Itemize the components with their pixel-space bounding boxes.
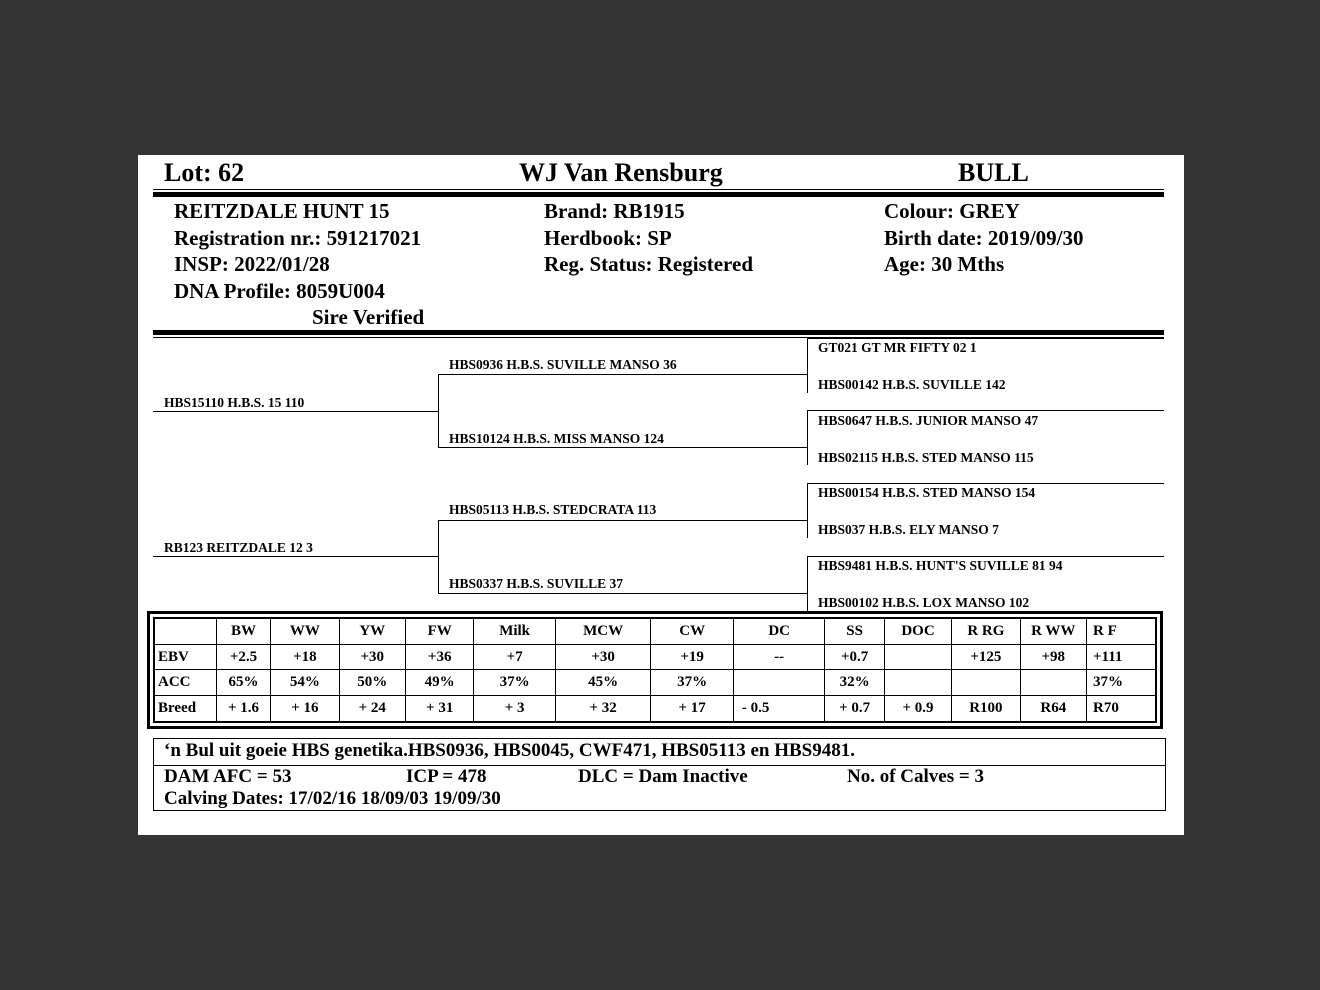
- owner-name: WJ Van Rensburg: [519, 158, 723, 187]
- animal-name: REITZDALE HUNT 15: [174, 199, 390, 223]
- pedigree-bracket: [438, 520, 439, 593]
- colour: Colour: GREY: [884, 199, 1020, 223]
- ebv-cell: +36: [405, 644, 473, 670]
- pedigree-sire-dam: HBS10124 H.B.S. MISS MANSO 124: [449, 431, 664, 446]
- info-rule-thick: [153, 330, 1164, 335]
- pedigree-line: [153, 556, 438, 557]
- ebv-row-label: EBV: [155, 644, 216, 670]
- ebv-column-header: SS: [825, 619, 884, 644]
- header-rule-thin: [153, 189, 1164, 190]
- ebv-column-header: R WW: [1020, 619, 1086, 644]
- pedigree-great-grandparent: HBS0647 H.B.S. JUNIOR MANSO 47: [818, 413, 1039, 428]
- breed-cell: + 0.9: [884, 696, 951, 721]
- acc-cell: [1020, 670, 1086, 696]
- ebv-cell: +98: [1020, 644, 1086, 670]
- pedigree-line: [153, 411, 438, 412]
- acc-cell: 49%: [405, 670, 473, 696]
- lot-number: Lot: 62: [164, 158, 245, 187]
- acc-row-label: ACC: [155, 670, 216, 696]
- pedigree-dam-dam: HBS0337 H.B.S. SUVILLE 37: [449, 576, 624, 591]
- dam-afc: DAM AFC = 53: [164, 766, 292, 787]
- registration-number: Registration nr.: 591217021: [174, 225, 422, 250]
- ebv-column-header: [155, 619, 216, 644]
- ebv-cell: +19: [651, 644, 733, 670]
- ebv-column-header: DOC: [884, 619, 951, 644]
- acc-cell: 54%: [271, 670, 339, 696]
- pedigree-dam-sire: HBS05113 H.B.S. STEDCRATA 113: [449, 502, 657, 517]
- ebv-column-header: MCW: [555, 619, 651, 644]
- pedigree-line: [438, 520, 807, 521]
- pedigree-bracket: [807, 338, 808, 393]
- number-of-calves: No. of Calves = 3: [847, 766, 984, 787]
- breed-cell: + 32: [555, 696, 651, 721]
- breed-cell: + 0.7: [825, 696, 884, 721]
- pedigree-line: [807, 410, 1164, 411]
- breed-cell: + 24: [339, 696, 405, 721]
- acc-cell: 45%: [555, 670, 651, 696]
- ebv-row: [155, 644, 1155, 670]
- ebv-table-frame: [147, 611, 1163, 729]
- remarks-box: [153, 738, 1166, 811]
- ebv-cell: --: [733, 644, 825, 670]
- acc-cell: [952, 670, 1020, 696]
- acc-cell: 37%: [1086, 670, 1155, 696]
- pedigree-great-grandparent: HBS00154 H.B.S. STED MANSO 154: [818, 485, 1036, 500]
- remarks-comment: ‘n Bul uit goeie HBS genetika.HBS0936, HBS0045, CWF471, HBS05113 en HBS9481.: [164, 740, 855, 761]
- registration-status: Reg. Status: Registered: [544, 252, 753, 276]
- pedigree-great-grandparent: HBS9481 H.B.S. HUNT'S SUVILLE 81 94: [818, 558, 1063, 573]
- breed-cell: + 31: [405, 696, 473, 721]
- animal-info-left: [174, 198, 424, 331]
- pedigree-bracket: [807, 483, 808, 538]
- pedigree-line: [807, 483, 1164, 484]
- breed-cell: + 17: [651, 696, 733, 721]
- pedigree-bracket: [807, 410, 808, 465]
- ebv-column-header: YW: [339, 619, 405, 644]
- breed-cell: R64: [1020, 696, 1086, 721]
- ebv-cell: +18: [271, 644, 339, 670]
- ebv-cell: +30: [555, 644, 651, 670]
- acc-row: [155, 670, 1155, 696]
- acc-cell: 65%: [216, 670, 270, 696]
- pedigree-sire-sire: HBS0936 H.B.S. SUVILLE MANSO 36: [449, 357, 677, 372]
- pedigree-line: [807, 556, 1164, 557]
- animal-info-right: [884, 198, 1084, 278]
- acc-cell: 37%: [651, 670, 733, 696]
- breed-row: [155, 696, 1155, 721]
- acc-cell: 37%: [474, 670, 555, 696]
- breed-row-label: Breed: [155, 696, 216, 721]
- dlc: DLC = Dam Inactive: [578, 766, 748, 787]
- ebv-cell: +2.5: [216, 644, 270, 670]
- header-rule-thick: [153, 192, 1164, 197]
- pedigree-bracket: [807, 556, 808, 611]
- pedigree-dam: RB123 REITZDALE 12 3: [164, 540, 313, 555]
- herdbook: Herdbook: SP: [544, 225, 672, 250]
- ebv-column-header: R F: [1086, 619, 1155, 644]
- sire-verified: Sire Verified: [312, 305, 425, 329]
- pedigree-great-grandparent: GT021 GT MR FIFTY 02 1: [818, 340, 977, 355]
- ebv-column-header: Milk: [474, 619, 555, 644]
- catalogue-card: [138, 155, 1184, 835]
- ebv-cell: [884, 644, 951, 670]
- pedigree-line: [807, 338, 1164, 339]
- breed-cell: R100: [952, 696, 1020, 721]
- acc-cell: 32%: [825, 670, 884, 696]
- breed-cell: - 0.5: [733, 696, 825, 721]
- icp: ICP = 478: [406, 766, 487, 787]
- ebv-cell: +7: [474, 644, 555, 670]
- pedigree-great-grandparent: HBS037 H.B.S. ELY MANSO 7: [818, 522, 999, 537]
- pedigree-sire: HBS15110 H.B.S. 15 110: [164, 395, 305, 410]
- ebv-table: [155, 619, 1155, 721]
- breed-cell: + 1.6: [216, 696, 270, 721]
- animal-info-middle: [544, 198, 753, 278]
- brand: Brand: RB1915: [544, 199, 685, 223]
- pedigree-great-grandparent: HBS00102 H.B.S. LOX MANSO 102: [818, 595, 1030, 610]
- ebv-cell: +111: [1086, 644, 1155, 670]
- ebv-column-header: R RG: [952, 619, 1020, 644]
- breed-cell: R70: [1086, 696, 1155, 721]
- ebv-column-header: CW: [651, 619, 733, 644]
- ebv-cell: +0.7: [825, 644, 884, 670]
- pedigree-great-grandparent: HBS00142 H.B.S. SUVILLE 142: [818, 377, 1006, 392]
- ebv-column-header: BW: [216, 619, 270, 644]
- acc-cell: [884, 670, 951, 696]
- age: Age: 30 Mths: [884, 252, 1005, 276]
- pedigree-line: [438, 593, 807, 594]
- ebv-column-header: DC: [733, 619, 825, 644]
- pedigree-great-grandparent: HBS02115 H.B.S. STED MANSO 115: [818, 450, 1034, 465]
- acc-cell: 50%: [339, 670, 405, 696]
- pedigree-bracket: [438, 374, 439, 447]
- breed-cell: + 3: [474, 696, 555, 721]
- sex-label: BULL: [958, 158, 1029, 187]
- ebv-column-header: WW: [271, 619, 339, 644]
- ebv-column-header: FW: [405, 619, 473, 644]
- calving-dates: Calving Dates: 17/02/16 18/09/03 19/09/30: [164, 788, 501, 809]
- breed-cell: + 16: [271, 696, 339, 721]
- ebv-cell: +30: [339, 644, 405, 670]
- birth-date: Birth date: 2019/09/30: [884, 225, 1084, 250]
- dna-profile: DNA Profile: 8059U004: [174, 278, 385, 303]
- pedigree-line: [438, 447, 807, 448]
- inspection-date: INSP: 2022/01/28: [174, 252, 330, 276]
- ebv-header-row: [155, 619, 1155, 644]
- pedigree-line: [438, 374, 807, 375]
- acc-cell: [733, 670, 825, 696]
- ebv-cell: +125: [952, 644, 1020, 670]
